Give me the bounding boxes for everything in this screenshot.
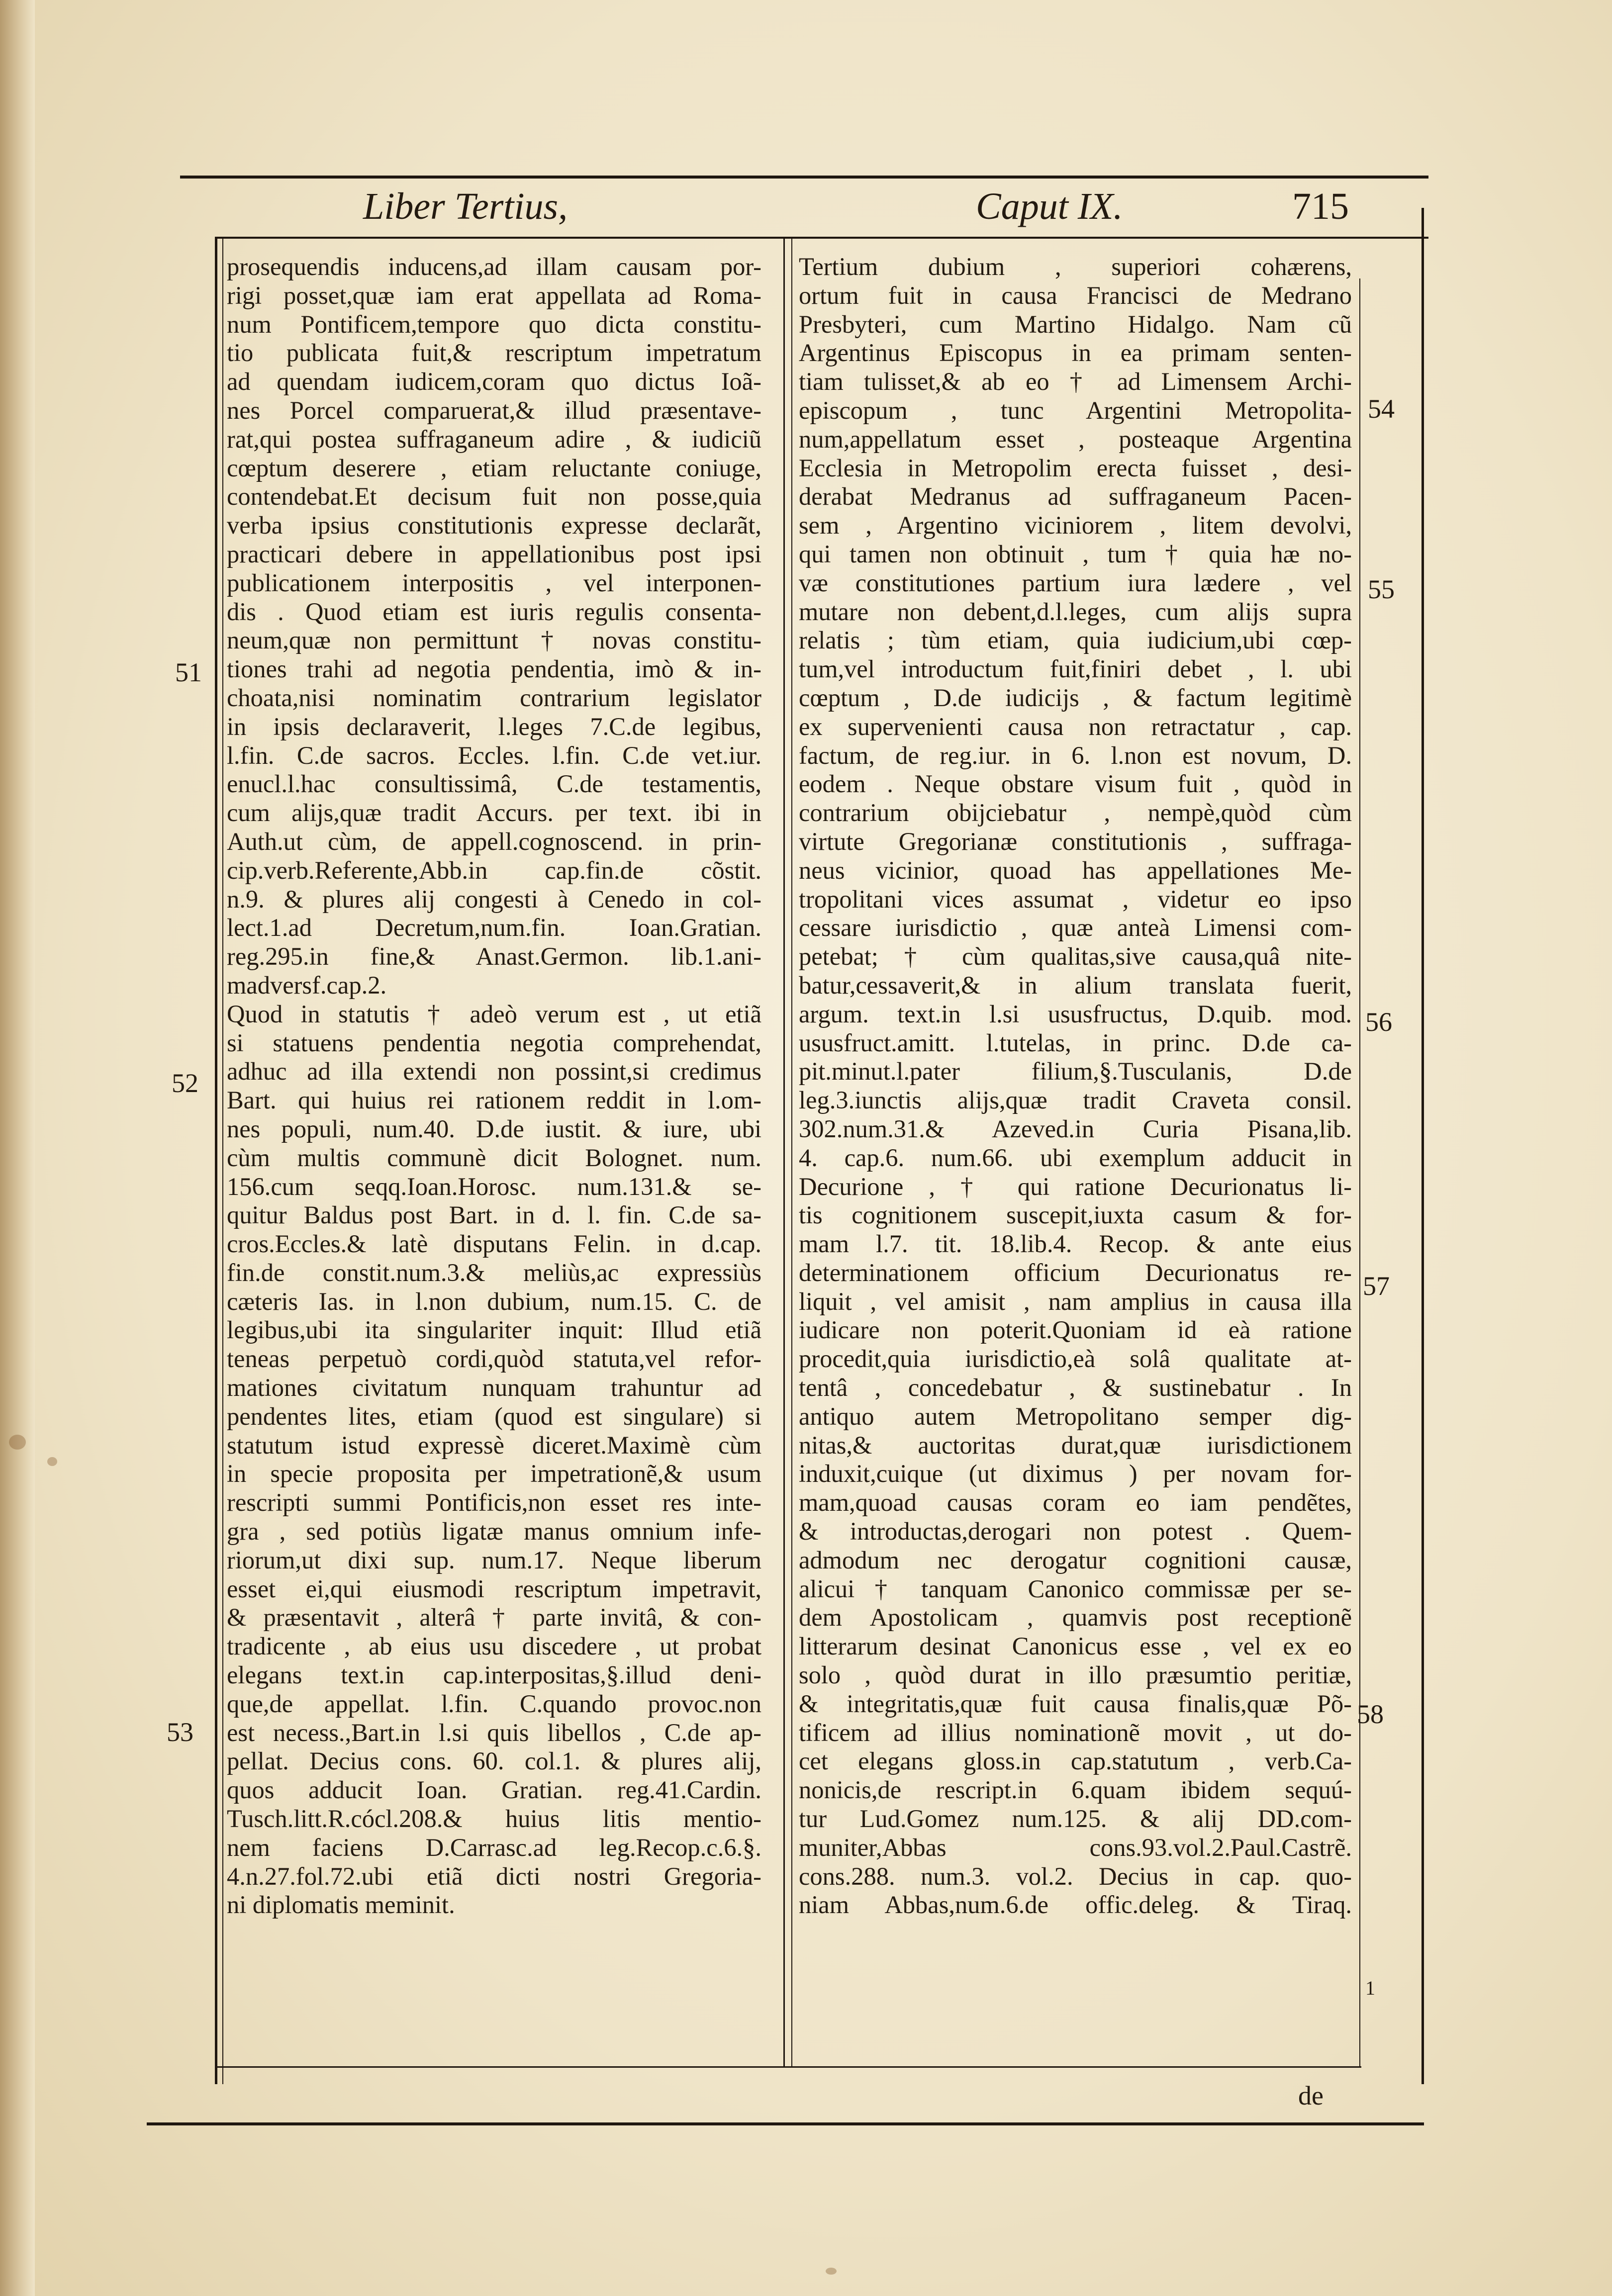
text-line: nonicis,de rescript.in 6.quam ibidem sequú- xyxy=(799,1776,1352,1804)
text-line: 4.n.27.fol.72.ubi etiã dicti nostri Gregoria- xyxy=(227,1862,761,1890)
text-line: induxit,cuique (ut diximus ) per novam for- xyxy=(799,1460,1352,1488)
running-head-left: Liber Tertius, xyxy=(363,185,568,227)
text-line: iudicare non poterit.Quoniam id eà ratione xyxy=(799,1316,1352,1344)
text-line: cros.Eccles.& latè disputans Felin. in d.cap. xyxy=(227,1230,761,1258)
text-line: eodem . Neque obstare visum fuit , quòd in xyxy=(799,770,1352,798)
text-line: virtute Gregorianæ constitutionis , suffraga- xyxy=(799,827,1352,855)
text-line: si statuens pendentia negotia comprehendat, xyxy=(227,1028,761,1057)
text-line: cæteris Ias. in l.non dubium, num.15. C. de xyxy=(227,1287,761,1315)
text-line: madversf.cap.2. xyxy=(227,971,387,999)
text-line: batur,cessaverit,& in alium translata fuerit, xyxy=(799,971,1352,999)
margin-number: 51 xyxy=(175,657,202,687)
text-line: tiones trahi ad negotia pendentia, imò & in- xyxy=(227,655,761,683)
text-rule-bottom xyxy=(215,2066,1361,2068)
text-line: petebat; † cùm qualitas,sive causa,quâ nite- xyxy=(799,942,1352,971)
text-line: cet elegans gloss.in cap.statutum , verb.Ca- xyxy=(799,1747,1352,1775)
text-line: ad quendam iudicem,coram quo dictus Ioã- xyxy=(227,367,761,396)
text-line: solo , quòd durat in illo præsumtio peritiæ, xyxy=(799,1661,1352,1689)
text-line: & præsentavit , alterâ † parte invitâ, & con- xyxy=(227,1603,761,1632)
text-line: episcopum , tunc Argentini Metropolita- xyxy=(799,396,1352,424)
text-line: est necess.,Bart.in l.si quis libellos , C.de ap- xyxy=(227,1718,761,1746)
margin-number: 55 xyxy=(1368,574,1395,604)
text-line: rigi posset,quæ iam erat appellata ad Roma- xyxy=(227,281,761,309)
text-line: væ constitutiones partium iura lædere , vel xyxy=(799,568,1352,597)
text-line: niam Abbas,num.6.de offic.deleg. & Tiraq. xyxy=(799,1891,1352,1919)
text-line: dem Apostolicam , quamvis post receptionẽ xyxy=(799,1603,1352,1632)
frame-left-inner xyxy=(222,237,223,2084)
text-line: tentâ , concedebatur , & sustinebatur . In xyxy=(799,1374,1352,1402)
text-line: cessare iurisdictio , quæ anteà Limensi com- xyxy=(799,914,1352,942)
text-line: argum. text.in l.si ususfructus, D.quib. mod. xyxy=(799,1000,1352,1028)
text-line: nes populi, num.40. D.de iustit. & iure, ubi xyxy=(227,1114,761,1143)
text-line: reg.295.in fine,& Anast.Germon. lib.1.ani- xyxy=(227,942,761,971)
text-line: practicari debere in appellationibus post ipsi xyxy=(227,540,761,568)
text-line: in ipsis declaraverit, l.leges 7.C.de legibus, xyxy=(227,712,761,740)
text-line: Quod in statutis † adeò verum est , ut etiã xyxy=(227,1000,761,1028)
foxing-stain xyxy=(9,1435,26,1450)
text-line: mationes civitatum nunquam trahuntur ad xyxy=(227,1374,761,1402)
margin-number: 58 xyxy=(1357,1699,1384,1729)
text-line: neum,quæ non permittunt † novas constitu- xyxy=(227,626,761,654)
text-line: enucl.l.hac consultissimâ, C.de testamentis, xyxy=(227,770,761,798)
text-line: neus vicinior, quoad has appellationes Me- xyxy=(799,856,1352,884)
text-line: sem , Argentino viciniorem , litem devolvi, xyxy=(799,511,1352,540)
running-head-center: Caput IX. xyxy=(976,185,1123,227)
text-line: contrarium obijciebatur , nempè,quòd cùm xyxy=(799,799,1352,827)
text-line: legibus,ubi ita singulariter inquit: Illud etiã xyxy=(227,1316,761,1344)
footer-rule xyxy=(147,2122,1424,2125)
text-line: dis . Quod etiam est iuris regulis consenta- xyxy=(227,597,761,626)
text-line: lect.1.ad Decretum,num.fin. Ioan.Gratian. xyxy=(227,914,761,942)
text-line: leg.3.iunctis alijs,quæ tradit Craveta consil. xyxy=(799,1086,1352,1114)
text-line: determinationem officium Decurionatus re- xyxy=(799,1258,1352,1286)
text-line: publicationem interpositis , vel interponen- xyxy=(227,568,761,597)
text-line: fin.de constit.num.3.& meliùs,ac expressiùs xyxy=(227,1258,761,1286)
binding-gutter xyxy=(0,0,35,2296)
text-line: cœptum , D.de iudicijs , & factum legitimè xyxy=(799,683,1352,712)
text-line: nitas,& auctoritas durat,quæ iurisdictionem xyxy=(799,1431,1352,1459)
text-line: tum,vel introductum fuit,finiri debet , l. ubi xyxy=(799,655,1352,683)
text-line: que,de appellat. l.fin. C.quando provoc.non xyxy=(227,1689,761,1718)
text-line: elegans text.in cap.interpositas,§.illud deni- xyxy=(227,1661,761,1689)
text-line: mam,quoad causas coram eo iam pendẽtes, xyxy=(799,1488,1352,1517)
text-line: tio publicata fuit,& rescriptum impetratum xyxy=(227,339,761,367)
text-line: ex supervenienti causa non retractatur , cap. xyxy=(799,712,1352,740)
text-line: adhuc ad illa extendi non possint,si credimus xyxy=(227,1057,761,1086)
margin-number: 54 xyxy=(1368,394,1395,424)
text-line: Argentinus Episcopus in ea primam senten- xyxy=(799,339,1352,367)
text-line: quos adducit Ioan. Gratian. reg.41.Cardin. xyxy=(227,1776,761,1804)
text-line: riorum,ut dixi sup. num.17. Neque liberum xyxy=(227,1546,761,1574)
text-line: tropolitani vices assumat , videtur eo ipso xyxy=(799,885,1352,913)
column-divider-left xyxy=(783,237,785,2067)
text-line: admodum nec derogatur cognitioni causæ, xyxy=(799,1546,1352,1574)
text-line: alicui † tanquam Canonico commissæ per se- xyxy=(799,1574,1352,1603)
text-line: rescripti summi Pontificis,non esset res inte- xyxy=(227,1488,761,1517)
text-line: Bart. qui huius rei rationem reddit in l.om- xyxy=(227,1086,761,1114)
text-line: pit.minut.l.pater filium,§.Tusculanis, D.de xyxy=(799,1057,1352,1086)
text-line: litterarum desinat Canonicus esse , vel ex eo xyxy=(799,1632,1352,1660)
text-line: num Pontificem,tempore quo dicta constitu- xyxy=(227,310,761,338)
text-line: nem faciens D.Carrasc.ad leg.Recop.c.6.§. xyxy=(227,1833,761,1861)
column-divider-right xyxy=(791,237,792,2067)
text-line: cip.verb.Referente,Abb.in cap.fin.de cõstit. xyxy=(227,856,761,884)
text-line: tur Lud.Gomez num.125. & alij DD.com- xyxy=(799,1805,1352,1833)
text-line: tis cognitionem suscepit,iuxta casum & for- xyxy=(799,1201,1352,1229)
frame-left-outer xyxy=(215,237,217,2084)
text-line: mutare non debent,d.l.leges, cum alijs supra xyxy=(799,597,1352,626)
text-line: rat,qui postea suffraganeum adire , & iudiciũ xyxy=(227,425,761,453)
margin-number: 56 xyxy=(1365,1007,1392,1037)
header-rule-top xyxy=(180,176,1428,179)
text-line: Presbyteri, cum Martino Hidalgo. Nam cũ xyxy=(799,310,1352,338)
text-line: cons.288. num.3. vol.2. Decius in cap. quo- xyxy=(799,1862,1352,1890)
text-line: liquit , vel amisit , nam amplius in causa illa xyxy=(799,1287,1352,1315)
text-line: statutum istud expressè diceret.Maximè cùm xyxy=(227,1431,761,1459)
text-line: pendentes lites, etiam (quod est singulare) si xyxy=(227,1402,761,1430)
text-line: cum alijs,quæ tradit Accurs. per text. ibi in xyxy=(227,799,761,827)
text-line: choata,nisi nominatim contrarium legislator xyxy=(227,683,761,712)
text-line: verba ipsius constitutionis expresse declarãt, xyxy=(227,511,761,540)
text-line: antiquo autem Metropolitano semper dig- xyxy=(799,1402,1352,1430)
page-number: 715 xyxy=(1292,185,1349,227)
text-line: prosequendis inducens,ad illam causam por- xyxy=(227,253,761,280)
text-line: Auth.ut cùm, de appell.cognoscend. in prin- xyxy=(227,827,761,855)
text-line: Tusch.litt.R.cócl.208.& huius litis mentio- xyxy=(227,1805,761,1833)
text-line: contendebat.Et decisum fuit non posse,quia xyxy=(227,482,761,511)
foxing-stain xyxy=(47,1457,57,1466)
text-line: tradicente , ab eius usu discedere , ut probat xyxy=(227,1632,761,1660)
text-line: Ecclesia in Metropolim erecta fuisset , desi- xyxy=(799,454,1352,482)
margin-number: 53 xyxy=(167,1717,193,1747)
text-column-right xyxy=(799,253,1352,1920)
catchword: de xyxy=(1298,2081,1324,2111)
text-line: derabat Medranus ad suffraganeum Pacen- xyxy=(799,482,1352,511)
text-line: in specie proposita per impetrationẽ,& usum xyxy=(227,1460,761,1488)
frame-right-inner xyxy=(1359,278,1360,2067)
text-line: tificem ad illius nominationẽ movit , ut do- xyxy=(799,1718,1352,1746)
text-line: esset ei,qui eiusmodi rescriptum impetravit, xyxy=(227,1574,761,1603)
text-line: cœptum deserere , etiam reluctante coniuge, xyxy=(227,454,761,482)
text-line: gra , sed potiùs ligatæ manus omnium infe- xyxy=(227,1517,761,1546)
text-line: num,appellatum esset , posteaque Argentina xyxy=(799,425,1352,453)
text-line: teneas perpetuò cordi,quòd statuta,vel refor- xyxy=(227,1345,761,1373)
text-line: 302.num.31.& Azeved.in Curia Pisana,lib. xyxy=(799,1114,1352,1143)
text-column-left xyxy=(227,253,761,1920)
text-line: muniter,Abbas cons.93.vol.2.Paul.Castrẽ. xyxy=(799,1833,1352,1861)
text-line: ortum fuit in causa Francisci de Medrano xyxy=(799,281,1352,309)
text-line: tiam tulisset,& ab eo † ad Limensem Archi- xyxy=(799,367,1352,396)
text-line: n.9. & plures alij congesti à Cenedo in col- xyxy=(227,885,761,913)
text-line: factum, de reg.iur. in 6. l.non est novum, D. xyxy=(799,741,1352,769)
text-line: relatis ; tùm etiam, quia iudicium,ubi cœp- xyxy=(799,626,1352,654)
text-line: & introductas,derogari non potest . Quem- xyxy=(799,1517,1352,1546)
text-line: 156.cum seqq.Ioan.Horosc. num.131.& se- xyxy=(227,1172,761,1200)
text-line: Decurione , † qui ratione Decurionatus li- xyxy=(799,1172,1352,1200)
text-line: 4. cap.6. num.66. ubi exemplum adducit in xyxy=(799,1143,1352,1172)
text-line: nes Porcel comparuerat,& illud præsentave- xyxy=(227,396,761,424)
margin-number: 57 xyxy=(1363,1271,1390,1301)
text-line: quitur Baldus post Bart. in d. l. fin. C.de sa- xyxy=(227,1201,761,1229)
margin-number: 1 xyxy=(1365,1977,1375,1999)
text-line: pellat. Decius cons. 60. col.1. & plures alij, xyxy=(227,1747,761,1775)
header-rule-bottom xyxy=(215,237,1428,239)
text-line: cùm multis communè dicit Bolognet. num. xyxy=(227,1143,761,1172)
text-line: ni diplomatis meminit. xyxy=(227,1891,455,1919)
text-line: procedit,quia iurisdictio,eà solâ qualitate at- xyxy=(799,1345,1352,1373)
text-line: ususfruct.amitt. l.tutelas, in princ. D.de ca- xyxy=(799,1028,1352,1057)
text-line: mam l.7. tit. 18.lib.4. Recop. & ante eius xyxy=(799,1230,1352,1258)
text-line: qui tamen non obtinuit , tum † quia hæ no- xyxy=(799,540,1352,568)
margin-number: 52 xyxy=(172,1068,198,1098)
text-line: & integritatis,quæ fuit causa finalis,quæ Põ- xyxy=(799,1689,1352,1718)
foxing-stain xyxy=(826,2268,837,2275)
text-line: Tertium dubium , superiori cohærens, xyxy=(799,253,1352,280)
text-line: l.fin. C.de sacros. Eccles. l.fin. C.de vet.iur. xyxy=(227,741,761,769)
frame-right-outer xyxy=(1422,208,1424,2084)
